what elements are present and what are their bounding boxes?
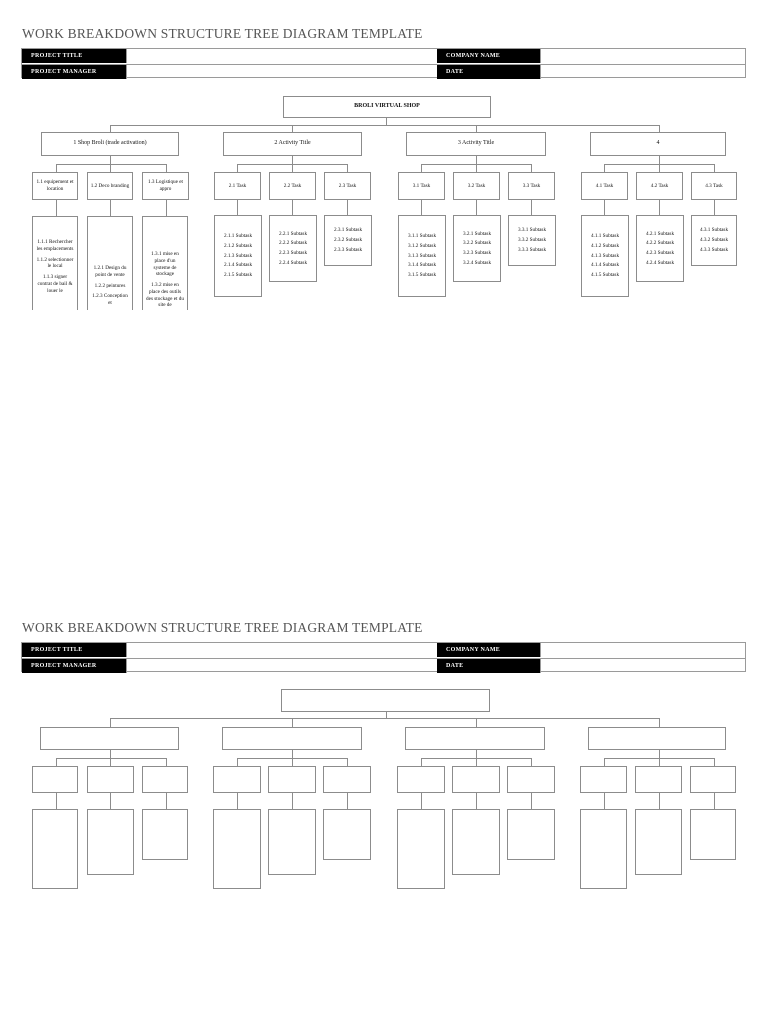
project-title-field[interactable] [126,643,437,657]
connector [237,758,238,766]
subtask-item: 3.1.5 Subtask [407,272,437,279]
connector [292,718,293,727]
subtask-item: 2.1.5 Subtask [223,272,253,279]
connector [659,200,660,215]
subtask-box[interactable] [323,809,371,860]
activity-3[interactable] [406,132,546,156]
connector [56,758,166,759]
task-label: 1.2 Deco branding [90,182,130,189]
task-box[interactable] [142,766,188,793]
task-4-1[interactable] [581,172,628,200]
subtask-item: 2.2.1 Subtask [278,230,308,237]
task-4-2[interactable] [636,172,683,200]
connector [292,758,293,766]
task-3-1[interactable] [398,172,445,200]
connector [604,758,605,766]
activity-3[interactable] [405,727,545,750]
task-label: 3.3 Task [522,182,541,189]
connector [421,758,422,766]
task-label: 4.1 Task [595,182,614,189]
subtask-box[interactable] [32,809,78,889]
connector [292,164,293,172]
connector [476,758,477,766]
connector [56,200,57,216]
connector [292,156,293,164]
date-label: DATE [437,659,540,673]
task-label: 4.2 Task [650,182,669,189]
subtask-item: 4.2.1 Subtask [645,230,675,237]
task-4-3[interactable] [691,172,737,200]
subtask-item: 2.3.2 Subtask [333,237,363,244]
subtask-item: 4.1.2 Subtask [590,242,620,249]
activity-2[interactable] [223,132,362,156]
connector [421,793,422,809]
task-box[interactable] [323,766,371,793]
subtask-item: 3.3.3 Subtask [517,246,547,253]
subtask-item: 3.1.3 Subtask [407,252,437,259]
connector [56,164,57,172]
company-name-field[interactable] [540,49,746,63]
connector [531,200,532,215]
activity-label: 2 Activity Title [274,140,311,147]
connector [476,750,477,758]
connector [659,156,660,164]
project-title-field[interactable] [126,49,437,63]
subtask-item: 3.1.1 Subtask [407,233,437,240]
connector [476,164,477,172]
subtask-list-4-3[interactable] [691,215,737,266]
connector [659,125,660,132]
connector [659,758,660,766]
connector [347,793,348,809]
task-label: 4.3 Task [705,182,723,189]
connector [476,200,477,215]
connector [237,164,238,172]
header-table [21,48,746,78]
connector [347,164,348,172]
subtask-box[interactable] [142,809,188,860]
connector [237,200,238,215]
connector [110,200,111,216]
header-row-2 [22,64,745,80]
subtask-box[interactable] [635,809,682,875]
connector [659,750,660,758]
subtask-item: 3.3.2 Subtask [517,237,547,244]
subtask-box[interactable] [87,809,134,875]
connector [166,164,167,172]
date-label: DATE [437,65,540,79]
header-row-2 [22,658,745,674]
connector [292,125,293,132]
connector [714,793,715,809]
subtask-item: 3.1.2 Subtask [407,242,437,249]
date-field[interactable] [540,65,746,79]
company-name-label: COMPANY NAME [437,643,540,657]
connector [421,164,422,172]
root-node[interactable] [283,96,491,118]
task-3-2[interactable] [453,172,500,200]
subtask-box[interactable] [268,809,316,875]
project-manager-label: PROJECT MANAGER [22,65,126,79]
task-box[interactable] [580,766,627,793]
subtask-item: 4.2.4 Subtask [645,259,675,266]
connector [292,750,293,758]
activity-4[interactable] [588,727,726,750]
page-title: WORK BREAKDOWN STRUCTURE TREE DIAGRAM TEMPLATE [22,26,423,41]
subtask-box[interactable] [507,809,555,860]
connector [714,200,715,215]
task-box[interactable] [213,766,261,793]
subtask-item: 2.1.1 Subtask [223,233,253,240]
subtask-list-4-2[interactable] [636,215,684,282]
connector [714,164,715,172]
subtask-list-3-2[interactable] [453,215,501,282]
connector [110,718,111,727]
project-manager-field[interactable] [126,65,437,79]
subtask-item: 1.1.2 selectionner le local [36,256,74,270]
activity-1[interactable] [40,727,179,750]
subtask-item: 2.1.3 Subtask [223,252,253,259]
task-label: 3.2 Task [467,182,486,189]
connector [386,118,387,125]
task-2-2[interactable] [269,172,316,200]
subtask-item: 3.2.1 Subtask [462,230,492,237]
connector [110,156,111,164]
subtask-item: 3.2.2 Subtask [462,240,492,247]
subtask-item: 4.1.4 Subtask [590,262,620,269]
task-box[interactable] [397,766,445,793]
task-2-1[interactable] [214,172,261,200]
connector [531,758,532,766]
connector [604,200,605,215]
page-title-2: WORK BREAKDOWN STRUCTURE TREE DIAGRAM TEMPLATE [22,620,423,635]
connector [237,793,238,809]
subtask-box[interactable] [690,809,736,860]
task-label: 3.1 Task [412,182,431,189]
subtask-item: 2.1.2 Subtask [223,242,253,249]
connector [347,200,348,215]
project-title-label: PROJECT TITLE [22,643,126,657]
project-manager-label: PROJECT MANAGER [22,659,126,673]
subtask-item: 4.2.3 Subtask [645,250,675,256]
connector [347,758,348,766]
connector [56,758,57,766]
subtask-list-1-3[interactable] [142,216,188,310]
subtask-item: 2.1.4 Subtask [223,262,253,269]
task-label: 2.1 Task [228,182,247,189]
activity-label: 3 Activity Title [457,140,495,147]
subtask-box[interactable] [580,809,627,889]
connector [110,758,111,766]
subtask-list-2-1[interactable] [214,215,262,297]
subtask-list-3-1[interactable] [398,215,446,297]
subtask-list-2-2[interactable] [269,215,317,282]
connector [110,750,111,758]
subtask-item: 2.2.3 Subtask [278,250,308,256]
subtask-item: 1.1.1 Rechercher les emplacements [36,239,74,252]
connector [531,793,532,809]
subtask-box[interactable] [397,809,445,889]
task-box[interactable] [268,766,316,793]
subtask-item: 4.1.3 Subtask [590,252,620,259]
subtask-item: 3.2.4 Subtask [462,259,492,266]
header-table-2 [21,642,746,672]
subtask-item: 2.3.3 Subtask [333,246,363,253]
task-label: 2.3 Task [338,182,357,189]
connector [714,758,715,766]
connector [659,793,660,809]
subtask-item: 2.2.2 Subtask [278,240,308,247]
subtask-item: 1.2.2 peintures [94,282,126,289]
connector [110,718,659,719]
connector [476,125,477,132]
task-label: 2.2 Task [283,182,302,189]
connector [476,718,477,727]
task-2-3[interactable] [324,172,371,200]
task-3-3[interactable] [508,172,555,200]
subtask-item: 4.3.3 Subtask [699,246,729,253]
activity-4[interactable] [590,132,726,156]
task-box[interactable] [507,766,555,793]
connector [659,164,660,172]
connector [476,793,477,809]
subtask-list-1-2[interactable] [87,216,133,310]
subtask-item: 3.1.4 Subtask [407,262,437,269]
subtask-item: 4.3.1 Subtask [699,227,729,234]
activity-label: 1 Shop Broli (trade activation) [73,140,147,147]
task-1-3[interactable] [142,172,189,200]
root-label: BROLI VIRTUAL SHOP [354,103,420,110]
task-label: 1.3 Logistique et appro [147,179,183,192]
subtask-item: 3.3.1 Subtask [517,227,547,234]
subtask-item: 4.3.2 Subtask [699,237,729,244]
header-row-1 [22,49,745,64]
connector [56,793,57,809]
task-label: 1.1 equipement et location [36,179,74,192]
connector [292,200,293,215]
subtask-item: 2.3.1 Subtask [333,227,363,234]
activity-1[interactable] [41,132,179,156]
root-node[interactable] [281,689,490,712]
connector [604,793,605,809]
task-box[interactable] [690,766,736,793]
connector [166,200,167,216]
connector [166,758,167,766]
activity-2[interactable] [222,727,362,750]
connector [659,718,660,727]
subtask-item: 4.2.2 Subtask [645,240,675,247]
subtask-item: 1.3.1 mise en place d'un systeme de stockage [151,251,179,278]
connector [110,793,111,809]
header-row-1 [22,643,745,658]
task-box[interactable] [635,766,682,793]
subtask-item: 4.1.1 Subtask [590,233,620,240]
subtask-list-3-3[interactable] [508,215,556,266]
connector [292,793,293,809]
subtask-list-1-1[interactable] [32,216,78,310]
subtask-item: 4.1.5 Subtask [590,272,620,279]
company-name-field[interactable] [540,643,746,657]
connector [421,200,422,215]
task-box[interactable] [87,766,134,793]
subtask-list-2-3[interactable] [324,215,372,266]
company-name-label: COMPANY NAME [437,49,540,63]
connector [476,156,477,164]
activity-label: 4 [656,140,660,147]
subtask-item: 1.3.2 mise en place des outils des stockage et du site de [146,282,184,309]
subtask-box[interactable] [213,809,261,889]
project-title-label: PROJECT TITLE [22,49,126,63]
connector [56,164,166,165]
task-1-1[interactable] [32,172,78,200]
connector [110,125,659,126]
project-manager-field[interactable] [126,659,437,673]
task-box[interactable] [32,766,78,793]
date-field[interactable] [540,659,746,673]
subtask-item: 1.1.3 signer contrat de bail & louer le [37,274,73,294]
subtask-item: 3.2.3 Subtask [462,250,492,256]
task-1-2[interactable] [87,172,133,200]
connector [604,164,605,172]
connector [531,164,532,172]
subtask-item: 1.2.3 Conception et [92,293,128,306]
subtask-list-4-1[interactable] [581,215,629,297]
connector [166,793,167,809]
connector [110,125,111,132]
task-box[interactable] [452,766,500,793]
subtask-box[interactable] [452,809,500,875]
subtask-item: 2.2.4 Subtask [278,259,308,266]
subtask-item: 1.2.1 Design du point de vente [93,265,127,278]
connector [110,164,111,172]
